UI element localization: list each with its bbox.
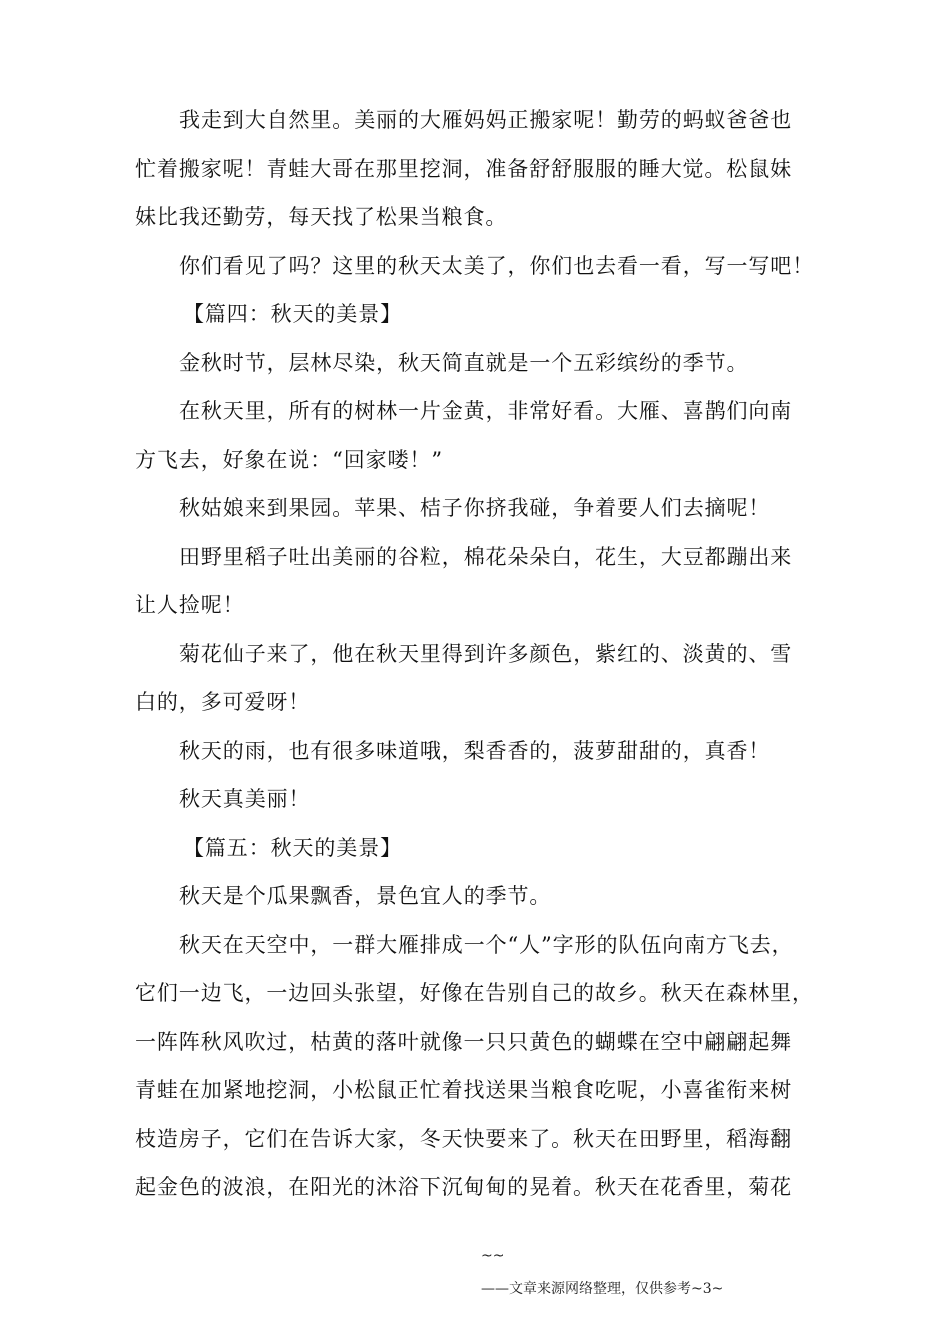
footer-source-note: ——文章来源网络整理，仅供参考~3~ xyxy=(481,1281,724,1297)
paragraph xyxy=(135,387,825,484)
paragraph xyxy=(135,484,825,533)
text-line: 田野里稻子吐出美丽的谷粒，棉花朵朵白，花生，大豆都蹦出来 xyxy=(179,544,793,569)
paragraph xyxy=(135,339,825,388)
text-line: 我走到大自然里。美丽的大雁妈妈正搬家呢！勤劳的蚂蚁爸爸也 xyxy=(179,108,793,132)
section-heading xyxy=(135,824,825,873)
text-line: 秋天的雨，也有很多味道哦，梨香香的，菠萝甜甜的，真香！ xyxy=(179,738,771,763)
paragraph xyxy=(135,630,825,727)
text-line: 秋天在天空中，一群大雁排成一个“人”字形的队伍向南方飞去， xyxy=(179,932,794,957)
text-line: 妹比我还勤劳，每天找了松果当粮食。 xyxy=(135,205,508,229)
text-line: 一阵阵秋风吹过，枯黄的落叶就像一只只黄色的蝴蝶在空中翩翩起舞 xyxy=(135,1029,792,1054)
text-line: 秋天真美丽！ xyxy=(179,787,311,811)
text-line: 你们看见了吗？这里的秋天太美了，你们也去看一看，写一写吧！ xyxy=(179,253,815,278)
text-line: 它们一边飞，一边回头张望，好像在告别自己的故乡。秋天在森林里， xyxy=(135,981,814,1005)
document-body xyxy=(135,96,825,1212)
text-line: 在秋天里，所有的树林一片金黄，非常好看。大雁、喜鹊们向南 xyxy=(179,399,793,423)
text-line: 青蛙在加紧地挖洞，小松鼠正忙着找送果当粮食吃呢，小喜雀衔来树 xyxy=(135,1078,792,1102)
paragraph xyxy=(135,533,825,630)
text-line: 白的，多可爱呀！ xyxy=(135,690,311,714)
paragraph xyxy=(135,96,825,242)
paragraph xyxy=(135,775,825,824)
text-line: 菊花仙子来了，他在秋天里得到许多颜色，紫红的、淡黄的、雪 xyxy=(179,641,793,666)
text-line: 秋姑娘来到果园。苹果、桔子你挤我碰，争着要人们去摘呢！ xyxy=(179,496,771,520)
paragraph xyxy=(135,727,825,776)
section-heading xyxy=(135,290,825,339)
text-line: 金秋时节，层林尽染，秋天简直就是一个五彩缤纷的季节。 xyxy=(179,350,749,375)
text-line: 忙着搬家呢！青蛙大哥在那里挖洞，准备舒舒服服的睡大觉。松鼠妹 xyxy=(135,156,792,181)
text-line: 【篇四：秋天的美景】 xyxy=(183,302,402,326)
paragraph xyxy=(135,921,825,1212)
text-line: 让人捡呢！ xyxy=(135,593,245,617)
footer-tilde: ~~ xyxy=(481,1248,505,1264)
text-line: 起金色的波浪，在阳光的沐浴下沉甸甸的晃着。秋天在花香里，菊花 xyxy=(135,1175,792,1199)
text-line: 秋天是个瓜果飘香，景色宜人的季节。 xyxy=(179,884,552,908)
text-line: 方飞去，好象在说：“回家喽！” xyxy=(135,447,443,472)
paragraph xyxy=(135,242,825,291)
text-line: 枝造房子，它们在告诉大家，冬天快要来了。秋天在田野里，稻海翻 xyxy=(135,1126,792,1151)
paragraph xyxy=(135,872,825,921)
text-line: 【篇五：秋天的美景】 xyxy=(183,835,402,860)
